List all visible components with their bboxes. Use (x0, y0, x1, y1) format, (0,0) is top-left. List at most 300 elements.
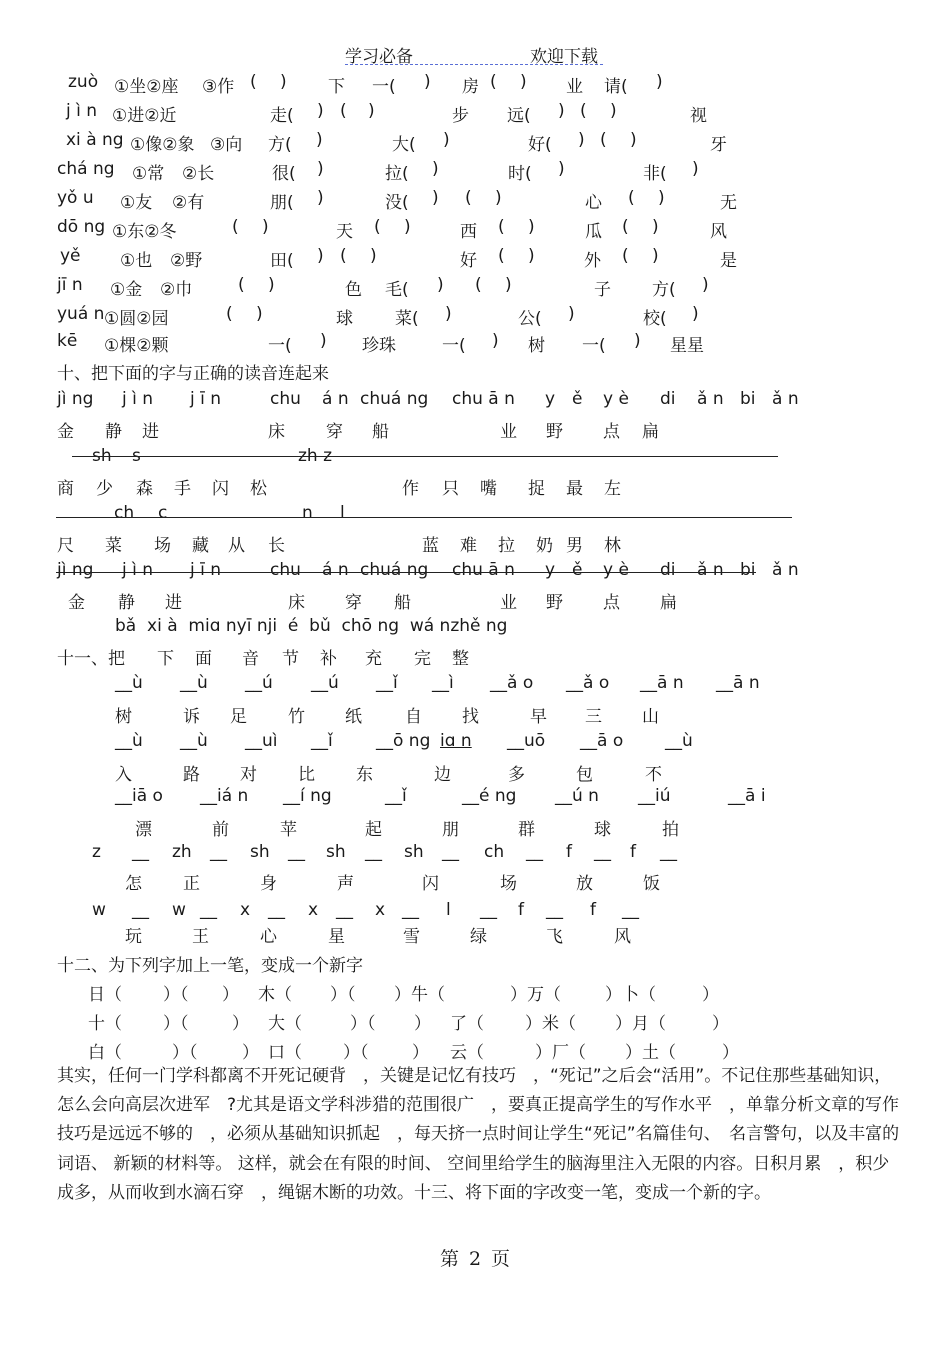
word: 走( (270, 106, 294, 126)
initial: f (630, 842, 636, 862)
word: 是 (720, 251, 737, 271)
q10-initials-row-2 (0, 503, 950, 529)
char: 扁 (642, 422, 659, 442)
char: 场 (154, 536, 171, 556)
blank-open: ( (465, 188, 472, 208)
blank-close: ) (634, 331, 641, 351)
q9-row-you (0, 188, 950, 214)
initial: w (172, 900, 186, 920)
char: 进 (165, 593, 182, 613)
q11-answer-row-2 (0, 731, 950, 757)
char: 商 (57, 479, 74, 499)
blank-close: ) (692, 159, 699, 179)
blank-close: ) (437, 275, 444, 295)
initial: z (92, 842, 101, 862)
char: 场 (500, 874, 517, 894)
char: 身 (260, 874, 277, 894)
word: 西 (460, 222, 477, 242)
char: 作 (402, 479, 419, 499)
char: 嘴 (480, 479, 497, 499)
pinyin: chuá ng (360, 560, 429, 580)
blank-close: ) (280, 72, 287, 92)
blank-close: ) (495, 188, 502, 208)
char-blank: 日（ (88, 985, 122, 1005)
blank-open: ( (238, 275, 245, 295)
initial: sh (92, 446, 112, 466)
word: 时( (508, 164, 532, 184)
char: 声 (337, 874, 354, 894)
word: 一( (268, 336, 292, 356)
q10-initials-row-1 (0, 446, 950, 472)
char: 最 (566, 479, 583, 499)
pinyin: yuá n (57, 304, 105, 324)
word: 视 (690, 106, 707, 126)
word: 球 (336, 309, 353, 329)
q12-row-3 (0, 1038, 950, 1064)
char: 三 (585, 707, 602, 727)
char: 船 (372, 422, 389, 442)
blank-close: ) (256, 304, 263, 324)
blank: ） (242, 1043, 259, 1063)
syllable: __iá n (200, 786, 249, 806)
initial: w (92, 900, 106, 920)
initial: ch (114, 503, 135, 523)
initial: c (158, 503, 168, 523)
word: 牙 (710, 135, 727, 155)
options: ①金 (110, 280, 143, 300)
char: 饭 (643, 874, 660, 894)
blank: ） (414, 1014, 431, 1034)
char: 少 (96, 479, 113, 499)
pinyin: di (660, 560, 676, 580)
char: 手 (174, 479, 191, 499)
char: 只 (442, 479, 459, 499)
blank-close: ) (443, 130, 450, 150)
blank: ）（ (172, 1043, 198, 1063)
blank: __ (132, 842, 149, 862)
blank-open: ( (340, 246, 347, 266)
blank-close: ) (520, 72, 527, 92)
char: 金 (68, 593, 85, 613)
char-blank: 口（ (268, 1043, 302, 1063)
pinyin: j ī n (190, 389, 222, 409)
char: 闪 (422, 874, 439, 894)
pinyin: j ì n (66, 101, 98, 121)
char-blank: ）月（ (615, 1014, 666, 1034)
pinyin: chu (270, 389, 301, 409)
char: 苹 (280, 820, 297, 840)
char-blank: ）万（ (510, 985, 561, 1005)
char: 扁 (660, 593, 677, 613)
q9-row-chang (0, 159, 950, 185)
char: 入 (115, 765, 132, 785)
syllable: __uō (507, 731, 546, 751)
syllable: __ā o (580, 731, 624, 751)
pinyin: zuò (68, 72, 99, 92)
blank: __ (480, 900, 497, 920)
blank: __ (594, 842, 611, 862)
page-num: 2 (468, 1248, 482, 1270)
char: 左 (604, 479, 621, 499)
char: 奶 (536, 536, 553, 556)
initial: x (375, 900, 386, 920)
word: 方( (652, 280, 676, 300)
blank: ） (412, 1043, 429, 1063)
char: 进 (142, 422, 159, 442)
blank-close: ) (578, 130, 585, 150)
initial: f (590, 900, 596, 920)
q10-title (0, 359, 950, 385)
word: 好 (460, 251, 477, 271)
syllable: __ǎ o (566, 673, 610, 693)
char: 朋 (442, 820, 459, 840)
char: 群 (518, 820, 535, 840)
char: 金 (57, 422, 74, 442)
char: 尺 (57, 536, 74, 556)
char: 捉 (528, 479, 545, 499)
char: 山 (642, 707, 659, 727)
word: 朋( (270, 193, 294, 213)
q11-char-row-5 (0, 922, 950, 948)
blank-close: ) (432, 188, 439, 208)
options: ①常 (132, 164, 165, 184)
initial: sh (404, 842, 424, 862)
char: 从 (228, 536, 245, 556)
pinyin: chu ā n (452, 389, 515, 409)
blank-close: ) (268, 275, 275, 295)
blank-open: ( (340, 101, 347, 121)
options: ①东②冬 (112, 222, 177, 242)
q9-row-zuo (0, 72, 950, 98)
pinyin: y è (603, 389, 629, 409)
word: 好( (528, 135, 552, 155)
char: 怎 (125, 874, 142, 894)
blank-open: ( (628, 188, 635, 208)
pinyin: j ī n (190, 560, 222, 580)
syllable: __ù (115, 731, 143, 751)
header-left: 学习必备 (345, 47, 413, 67)
char-blank: ）牛（ (394, 985, 445, 1005)
blank: ）（ (330, 985, 356, 1005)
section-title: 十二、为下列字加上一笔，变成一个新字 (57, 956, 363, 976)
q12-title (0, 951, 950, 977)
word: 非( (643, 164, 667, 184)
pinyin: y (545, 389, 556, 409)
syllable: __ǐ (376, 673, 398, 693)
char: 雪 (403, 927, 420, 947)
blank: __ (268, 900, 285, 920)
char: 东 (356, 765, 373, 785)
char: 漂 (135, 820, 152, 840)
word: 下 (328, 77, 345, 97)
word: 一( (372, 77, 396, 97)
blank: ） (232, 1014, 249, 1034)
char: 球 (594, 820, 611, 840)
pinyin: jì ng (57, 560, 94, 580)
blank-close: ) (652, 246, 659, 266)
q12-row-1 (0, 980, 950, 1006)
blank-open: ( (622, 217, 629, 237)
blank-open: ( (475, 275, 482, 295)
char: 早 (530, 707, 547, 727)
word: 步 (452, 106, 469, 126)
blank-close: ) (317, 188, 324, 208)
section-title: 面 (195, 649, 212, 669)
char: 点 (603, 593, 620, 613)
syllable: __iā o (115, 786, 163, 806)
options: ②有 (172, 193, 205, 213)
blank-open: ( (490, 72, 497, 92)
char: 业 (500, 422, 517, 442)
q11-char-row-1 (0, 702, 950, 728)
section-title: 完 (414, 649, 431, 669)
pinyin: ǎ n (697, 560, 724, 580)
q9-row-jin2 (0, 275, 950, 301)
blank-close: ) (424, 72, 431, 92)
blank-close: ) (702, 275, 709, 295)
blank-close: ) (610, 101, 617, 121)
initial: x (308, 900, 319, 920)
blank: __ (442, 842, 459, 862)
initial: zh (172, 842, 192, 862)
syllable: __ù (180, 673, 208, 693)
blank-close: ) (656, 72, 663, 92)
q10-char-row-1 (0, 417, 950, 443)
pinyin: jì ng (57, 389, 94, 409)
blank-open: ( (600, 130, 607, 150)
blank-open: ( (498, 217, 505, 237)
word: 没( (385, 193, 409, 213)
blank: __ (402, 900, 419, 920)
syllable: __ú (311, 673, 339, 693)
options: ①像②象 (130, 135, 195, 155)
word: 风 (710, 222, 727, 242)
word: 星星 (670, 336, 704, 356)
blank-open: ( (622, 246, 629, 266)
pinyin: yǒ u (57, 188, 94, 208)
blank-close: ) (320, 331, 327, 351)
blank-close: ) (492, 331, 499, 351)
syllable: __ú n (555, 786, 599, 806)
syllable: __uì (245, 731, 278, 751)
q11-char-row-3 (0, 815, 950, 841)
blank-close: ) (317, 159, 324, 179)
blank-open: ( (232, 217, 239, 237)
char-blank: 云（ (450, 1043, 484, 1063)
char: 风 (614, 927, 631, 947)
pinyin: di (660, 389, 676, 409)
blank-close: ) (558, 159, 565, 179)
initial: f (518, 900, 524, 920)
q11-title (0, 644, 950, 670)
blank-open: ( (250, 72, 257, 92)
q9-row-jin (0, 101, 950, 127)
divider-line (56, 572, 756, 573)
blank-close: ) (368, 101, 375, 121)
options: ②巾 (160, 280, 193, 300)
blank: __ (622, 900, 639, 920)
blank-close: ) (370, 246, 377, 266)
initial: sh (326, 842, 346, 862)
char: 星 (328, 927, 345, 947)
char: 床 (268, 422, 285, 442)
syllable: __ā n (716, 673, 760, 693)
blank: ）（ (163, 985, 189, 1005)
char: 玩 (125, 927, 142, 947)
word: 公( (518, 309, 542, 329)
char: 起 (365, 820, 382, 840)
q10-char-row-3 (0, 531, 950, 557)
q9-row-ke (0, 331, 950, 357)
char: 正 (183, 874, 200, 894)
blank: ）（ (163, 1014, 189, 1034)
blank-open: ( (498, 246, 505, 266)
options: ①坐②座 (114, 77, 179, 97)
word: 天 (336, 222, 353, 242)
char: 穿 (345, 593, 362, 613)
section-title: 十、把下面的字与正确的读音连起来 (57, 364, 329, 384)
q11-answer-row-4 (0, 842, 950, 868)
syllable: iɑ n (440, 731, 472, 751)
blank-close: ) (630, 130, 637, 150)
initial: x (240, 900, 251, 920)
char: 菜 (105, 536, 122, 556)
section-title: 下 (157, 649, 174, 669)
section-title: 充 (365, 649, 382, 669)
q9-row-xiang (0, 130, 950, 156)
syllable: __é ng (462, 786, 517, 806)
section-title: 补 (320, 649, 337, 669)
char: 放 (576, 874, 593, 894)
char: 穿 (326, 422, 343, 442)
options: ①棵②颗 (104, 336, 169, 356)
char-blank: ）卜（ (605, 985, 656, 1005)
blank-open: ( (226, 304, 233, 324)
q10-pinyin-row-3 (0, 616, 950, 642)
header-dashed-line (345, 64, 603, 65)
char: 藏 (192, 536, 209, 556)
char: 拉 (498, 536, 515, 556)
pinyin: ě (572, 389, 583, 409)
initial: f (566, 842, 572, 862)
char: 心 (260, 927, 277, 947)
blank-close: ) (317, 246, 324, 266)
word: 方( (268, 135, 292, 155)
options: ①圆②园 (104, 309, 169, 329)
pinyin: á n (322, 560, 349, 580)
syllable: __í ng (283, 786, 332, 806)
blank-close: ) (445, 304, 452, 324)
char: 飞 (546, 927, 563, 947)
pinyin: ě (572, 560, 583, 580)
pinyin: bi (740, 389, 756, 409)
char: 绿 (470, 927, 487, 947)
char: 不 (645, 765, 662, 785)
options: ①进②近 (112, 106, 177, 126)
q10-pinyin-row-1 (0, 389, 950, 415)
blank: __ (660, 842, 677, 862)
blank-close: ) (432, 159, 439, 179)
char: 静 (105, 422, 122, 442)
q9-row-ye (0, 246, 950, 272)
word: 很( (272, 164, 296, 184)
char: 业 (500, 593, 517, 613)
word: 瓜 (585, 222, 602, 242)
char: 松 (250, 479, 267, 499)
syllable: __ù (180, 731, 208, 751)
section-title: 音 (242, 649, 259, 669)
word: 子 (594, 280, 611, 300)
word: 拉( (385, 164, 409, 184)
word: 请( (604, 77, 628, 97)
pinyin: kē (57, 331, 78, 351)
char: 对 (240, 765, 257, 785)
char: 诉 (183, 707, 200, 727)
blank-close: ) (528, 246, 535, 266)
divider-line (56, 517, 792, 518)
blank: ）（ (350, 1014, 376, 1034)
word: 色 (345, 280, 362, 300)
blank-close: ) (692, 304, 699, 324)
syllable: __ā n (640, 673, 684, 693)
word: 外 (584, 251, 601, 271)
blank: __ (526, 842, 543, 862)
blank-open: ( (580, 101, 587, 121)
blank: ） (222, 985, 239, 1005)
char: 王 (192, 927, 209, 947)
q11-char-row-4 (0, 869, 950, 895)
blank-open: ( (374, 217, 381, 237)
section-title: 节 (282, 649, 299, 669)
blank-close: ) (262, 217, 269, 237)
blank: __ (200, 900, 217, 920)
syllable: __ā i (728, 786, 766, 806)
options: ③作 (202, 77, 235, 97)
char: 难 (460, 536, 477, 556)
char: 前 (212, 820, 229, 840)
blank: __ (132, 900, 149, 920)
char: 野 (546, 422, 563, 442)
word: 远( (507, 106, 531, 126)
pinyin: j ì n (122, 389, 154, 409)
char-blank: ）厂（ (535, 1043, 586, 1063)
char: 闪 (212, 479, 229, 499)
blank-close: ) (505, 275, 512, 295)
pinyin: bǎ xi à miɑ nyī nji é bǔ chō ng wá nzhě ng (115, 616, 508, 636)
char-blank: 了（ (450, 1014, 484, 1034)
initial: s (132, 446, 141, 466)
word: 无 (720, 193, 737, 213)
syllable: __ǎ o (490, 673, 534, 693)
initial: l (340, 503, 345, 523)
syllable: __ǐ (311, 731, 333, 751)
initial: zh z (298, 446, 333, 466)
blank: ） (722, 1043, 739, 1063)
word: 树 (528, 336, 545, 356)
blank-close: ) (558, 101, 565, 121)
page-label: 页 (491, 1248, 511, 1270)
word: 菜( (395, 309, 419, 329)
pinyin: bi (740, 560, 756, 580)
options: ①友 (120, 193, 153, 213)
char-blank: 木（ (258, 985, 292, 1005)
char-blank: 十（ (88, 1014, 122, 1034)
blank: __ (365, 842, 382, 862)
initial: ch (484, 842, 505, 862)
blank-close: ) (404, 217, 411, 237)
pinyin: jī n (57, 275, 83, 295)
page-header (0, 42, 950, 70)
